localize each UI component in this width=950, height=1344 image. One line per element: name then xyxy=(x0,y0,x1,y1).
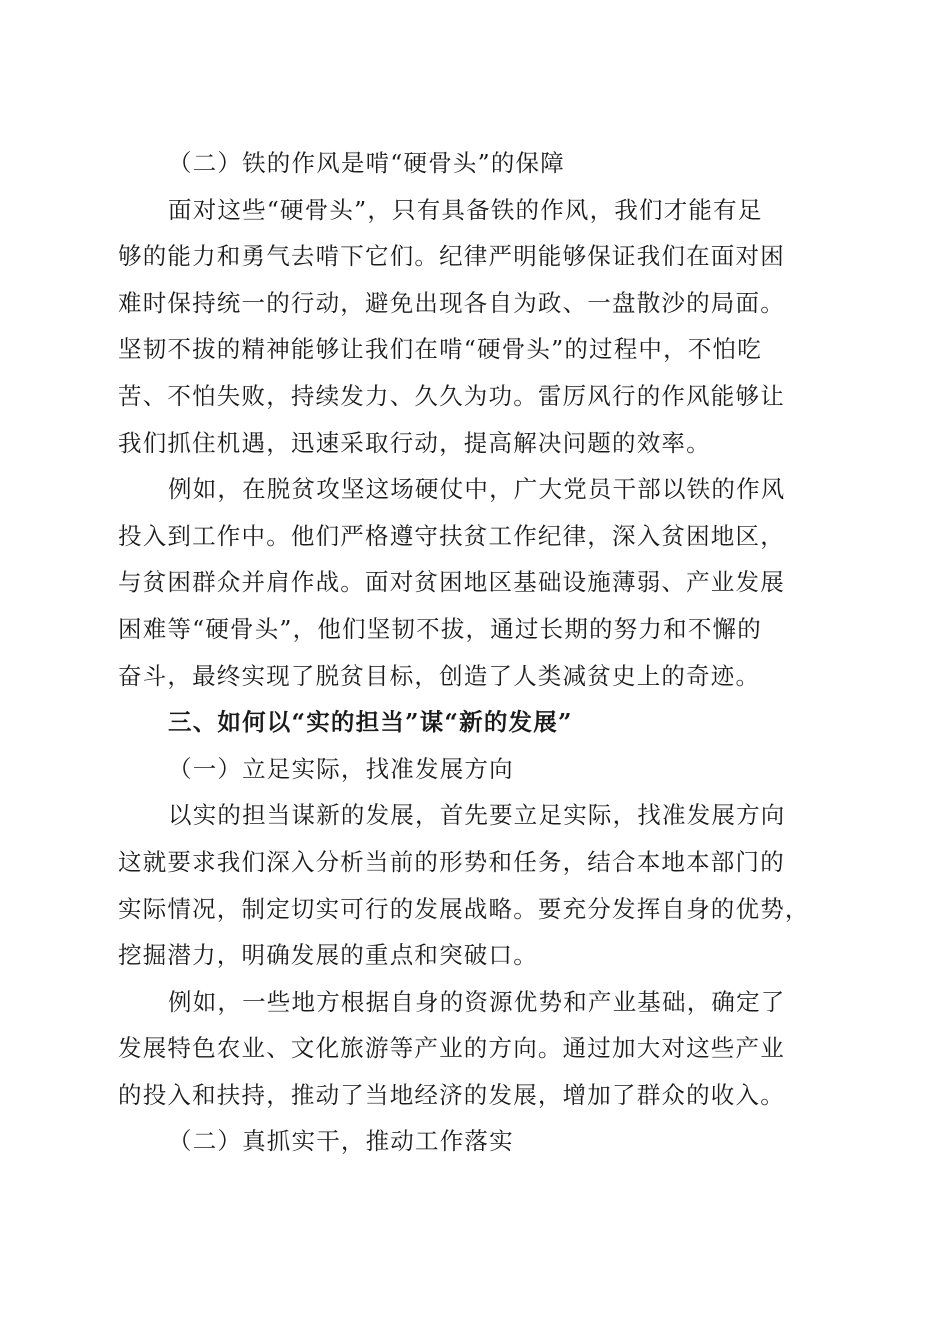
section-heading-three: 三、如何以“实的担当”谋“新的发展” xyxy=(168,708,573,737)
paragraph-poverty-example xyxy=(118,466,830,699)
paragraph-line: 发展特色农业、文化旅游等产业的方向。通过加大对这些产业 xyxy=(118,1034,785,1063)
paragraph-line: 面对这些“硬骨头”，只有具备铁的作风，我们才能有足 xyxy=(168,195,763,224)
paragraph-line: 投入到工作中。他们严格遵守扶贫工作纪律，深入贫困地区， xyxy=(118,521,785,550)
paragraph-line: 例如，一些地方根据自身的资源优势和产业基础，确定了 xyxy=(168,987,786,1016)
subheading-implementation: （二）真抓实干，推动工作落实 xyxy=(168,1127,514,1156)
paragraph-line: 以实的担当谋新的发展，首先要立足实际，找准发展方向 xyxy=(168,801,786,830)
paragraph-line: 难时保持统一的行动，避免出现各自为政、一盘散沙的局面。 xyxy=(118,288,785,317)
document-body xyxy=(118,140,830,1165)
paragraph-line: 奋斗，最终实现了脱贫目标，创造了人类减贫史上的奇迹。 xyxy=(118,661,761,690)
subheading-iron-style: （二）铁的作风是啃“硬骨头”的保障 xyxy=(168,149,565,177)
paragraph-line: 坚韧不拔的精神能够让我们在啃“硬骨头”的过程中，不怕吃 xyxy=(118,335,762,364)
paragraph-line: 我们抓住机遇，迅速采取行动，提高解决问题的效率。 xyxy=(118,428,711,457)
paragraph-direction xyxy=(118,792,830,978)
paragraph-line: 的投入和扶持，推动了当地经济的发展，增加了群众的收入。 xyxy=(118,1080,785,1109)
paragraph-line: 困难等“硬骨头”，他们坚韧不拔，通过长期的努力和不懈的 xyxy=(118,614,762,643)
subheading-direction: （一）立足实际，找准发展方向 xyxy=(168,754,514,783)
paragraph-line: 苦、不怕失败，持续发力、久久为功。雷厉风行的作风能够让 xyxy=(118,381,785,410)
paragraph-line: 挖掘潜力，明确发展的重点和突破口。 xyxy=(118,941,538,970)
paragraph-line: 例如，在脱贫攻坚这场硬仗中，广大党员干部以铁的作风 xyxy=(168,475,786,504)
paragraph-line: 与贫困群众并肩作战。面对贫困地区基础设施薄弱、产业发展 xyxy=(118,568,785,597)
paragraph-line: 这就要求我们深入分析当前的形势和任务，结合本地本部门的 xyxy=(118,847,785,876)
paragraph-iron-style xyxy=(118,187,830,467)
paragraph-line: 够的能力和勇气去啃下它们。纪律严明能够保证我们在面对困 xyxy=(118,242,785,271)
paragraph-line: 实际情况，制定切实可行的发展战略。要充分发挥自身的优势， xyxy=(118,894,810,923)
paragraph-local-example xyxy=(118,979,830,1119)
